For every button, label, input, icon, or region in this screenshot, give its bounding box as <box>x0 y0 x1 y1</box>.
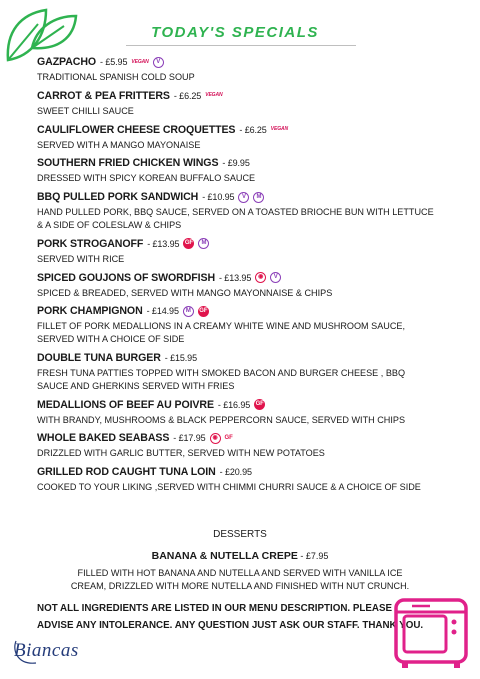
item-price: - £10.95 <box>202 192 235 203</box>
milk-icon: M <box>198 238 209 249</box>
item-price: - £16.95 <box>217 399 251 410</box>
milk-icon: M <box>183 306 194 317</box>
vegan-tag: VEGAN <box>131 58 149 65</box>
item-description: TRADITIONAL SPANISH COLD SOUP <box>37 72 195 82</box>
biancas-logo: Biancas <box>14 640 79 661</box>
gluten-free-icon: GF <box>254 399 265 410</box>
menu-item-tuna-burger <box>37 351 437 393</box>
dessert-name: BANANA & NUTELLA CREPE <box>151 550 298 562</box>
item-price: - £5.95 <box>100 57 128 67</box>
item-description: COOKED TO YOUR LIKING ,SERVED WITH CHIMMI CHURRI SAUCE & A CHOICE OF SIDE <box>37 482 421 493</box>
item-description: FRESH TUNA PATTIES TOPPED WITH SMOKED BACON AND BURGER CHEESE , BBQ SAUCE AND GHERKINS SERVED WITH FRIES <box>37 367 406 391</box>
fish-icon: ◉ <box>210 433 221 444</box>
specials-list <box>37 55 437 499</box>
item-name: GRILLED ROD CAUGHT TUNA LOIN <box>37 466 216 479</box>
menu-item-seabass <box>37 431 437 460</box>
allergen-notice: NOT ALL INGREDIENTS ARE LISTED IN OUR MENU DESCRIPTION. PLEASE ADVISE ANY INTOLERANCE. ANY QUESTION JUST ASK OUR STAFF. THANK YOU. <box>37 603 424 631</box>
gluten-free-icon: GF <box>183 238 194 249</box>
item-price: - £9.95 <box>222 158 250 169</box>
menu-item-chicken-wings <box>37 156 437 185</box>
page-title: TODAY'S SPECIALS <box>151 24 319 41</box>
item-description: DRIZZLED WITH GARLIC BUTTER, SERVED WITH NEW POTATOES <box>37 448 325 459</box>
vegetarian-icon: V <box>238 192 249 203</box>
item-description: FILLET OF PORK MEDALLIONS IN A CREAMY WHITE WINE AND MUSHROOM SAUCE, SERVED WITH A CHOICE OF SIDE <box>37 321 406 345</box>
item-price: - £15.95 <box>164 352 197 363</box>
item-description: WITH BRANDY, MUSHROOMS & BLACK PEPPERCORN SAUCE, SERVED WITH CHIPS <box>37 414 406 425</box>
fish-icon: ◉ <box>255 272 266 283</box>
vegetarian-icon: V <box>270 272 281 283</box>
item-name: BBQ PULLED PORK SANDWICH <box>37 191 199 204</box>
dessert-price: - £7.95 <box>297 551 329 561</box>
item-name: PORK CHAMPIGNON <box>37 305 143 318</box>
item-name: SOUTHERN FRIED CHICKEN WINGS <box>37 157 219 170</box>
item-description: SPICED & BREADED, SERVED WITH MANGO MAYONNAISE & CHIPS <box>37 287 333 298</box>
item-price: - £6.25 <box>173 90 202 101</box>
item-description: SERVED WITH RICE <box>37 253 125 264</box>
item-price: - £13.95 <box>147 238 180 249</box>
menu-item-gazpacho <box>37 55 437 84</box>
item-name: CAULIFLOWER CHEESE CROQUETTES <box>37 123 236 136</box>
vegetarian-icon: V <box>153 57 164 68</box>
item-description: SERVED WITH A MANGO MAYONAISE <box>37 139 201 150</box>
item-description: DRESSED WITH SPICY KOREAN BUFFALO SAUCE <box>37 173 256 184</box>
menu-item-carrot-pea-fritters <box>37 89 437 118</box>
menu-item-pork-stroganoff <box>37 237 437 266</box>
menu-item-tuna-loin <box>37 465 437 494</box>
title-divider <box>126 45 356 46</box>
item-price: - £13.95 <box>219 272 252 283</box>
item-name: MEDALLIONS OF BEEF AU POIVRE <box>37 398 214 411</box>
vegan-tag: VEGAN <box>270 126 288 133</box>
item-price: - £20.95 <box>219 467 252 478</box>
item-price: - £6.25 <box>239 124 267 135</box>
menu-item-beef-au-poivre <box>37 398 437 427</box>
item-name: GAZPACHO <box>37 56 97 68</box>
item-name: DOUBLE TUNA BURGER <box>37 351 161 364</box>
item-description: HAND PULLED PORK, BBQ SAUCE, SERVED ON A TOASTED BRIOCHE BUN WITH LETTUCE & A SIDE OF COLESLAW & CHIPS <box>37 207 434 230</box>
gluten-free-text: GF <box>224 435 233 442</box>
fridge-icon <box>390 588 472 672</box>
item-description: SWEET CHILLI SAUCE <box>37 105 134 116</box>
milk-icon: M <box>253 192 264 203</box>
item-price: - £17.95 <box>173 433 206 444</box>
menu-item-pork-champignon <box>37 304 437 346</box>
item-price: - £14.95 <box>146 306 179 317</box>
item-name: SPICED GOUJONS OF SWORDFISH <box>37 271 215 284</box>
vegan-tag: VEGAN <box>205 92 223 99</box>
desserts-heading: DESSERTS <box>213 529 267 540</box>
item-name: CARROT & PEA FRITTERS <box>37 89 170 102</box>
menu-item-swordfish <box>37 271 437 300</box>
item-name: WHOLE BAKED SEABASS <box>37 432 170 445</box>
gluten-free-icon: GF <box>198 306 209 317</box>
menu-item-cauliflower-croquettes <box>37 123 437 152</box>
dessert-item-title <box>0 550 480 562</box>
item-name: PORK STROGANOFF <box>37 237 144 250</box>
menu-item-pulled-pork <box>37 190 437 232</box>
dessert-description: FILLED WITH HOT BANANA AND NUTELLA AND SERVED WITH VANILLA ICE CREAM, DRIZZLED WITH MORE NUTELLA AND FINISHED WITH NUT CRUNCH. <box>70 568 410 591</box>
